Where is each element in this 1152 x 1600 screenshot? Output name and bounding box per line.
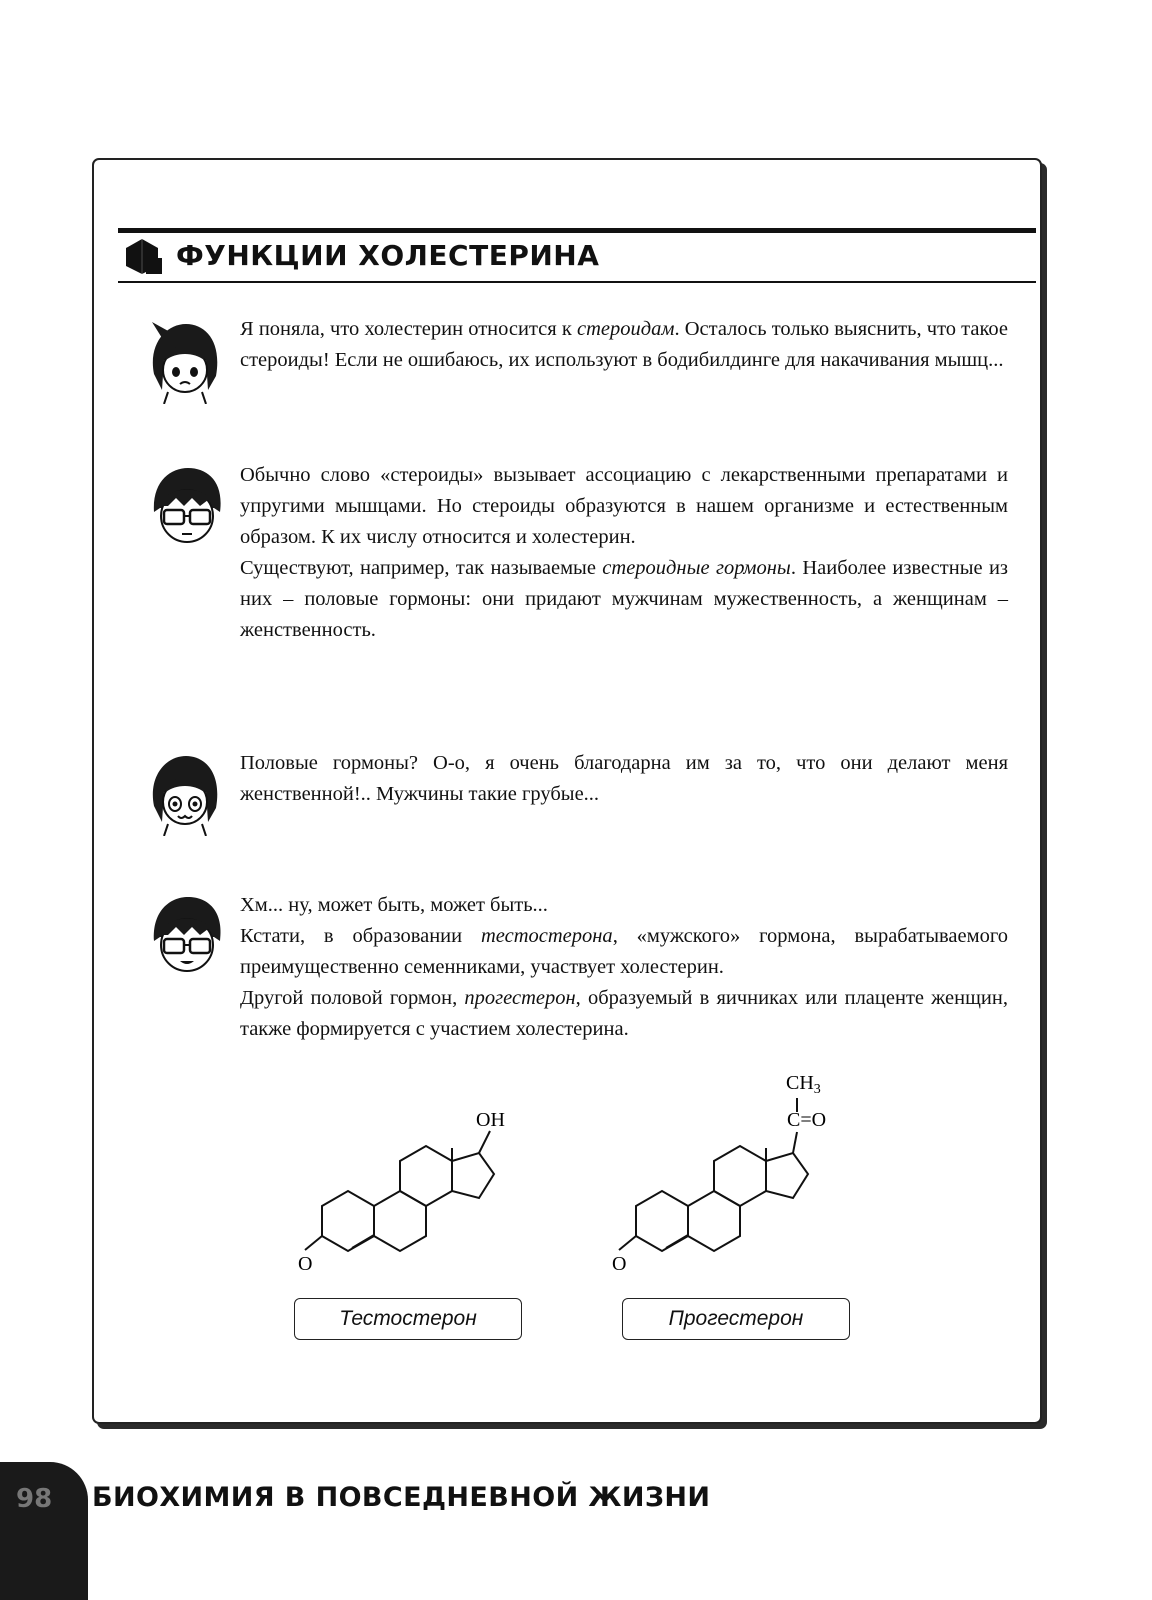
girl-avatar: [146, 752, 224, 836]
text-run: Я поняла, что холестерин относится к: [240, 318, 577, 340]
emphasized-term: стероидные гормоны: [602, 557, 791, 579]
dialogue-text: [240, 460, 1008, 646]
dialogue-line: [240, 921, 1008, 983]
text-run: Половые гормоны? О-о, я очень благодарна им за то, что они делают меня женственной!.. Мужчины такие грубые...: [240, 752, 1008, 805]
testosterone-structure: [280, 1102, 530, 1286]
text-run: Хм... ну, может быть, может быть...: [240, 894, 548, 916]
section-rule-bottom: [118, 281, 1036, 283]
keto-oxygen-label: O: [612, 1253, 627, 1275]
emphasized-term: стероидам: [576, 318, 675, 340]
methyl-label: $CH_3$: [786, 1072, 821, 1097]
testosterone-label: Тестостерон: [294, 1298, 522, 1340]
dialogue-line: [240, 748, 1008, 810]
dialogue-line: [240, 460, 1008, 553]
carbonyl-label: C=O: [787, 1109, 827, 1131]
emphasized-term: прогестерон: [464, 987, 576, 1009]
professor-avatar: [148, 466, 226, 550]
cube-icon: [122, 236, 164, 276]
dialogue-line: [240, 314, 1008, 376]
text-run: , образуемый в яичниках или плаценте женщин, также формируется с участием холестерина.: [240, 987, 1008, 1040]
progesterone-label: Прогестерон: [622, 1298, 850, 1340]
section-rule-top: [118, 228, 1036, 233]
professor-avatar: [148, 895, 226, 979]
dialogue-text: [240, 314, 1008, 376]
dialogue-line: [240, 983, 1008, 1045]
emphasized-term: тестостерона: [480, 925, 613, 947]
text-run: . Осталось только выяснить, что такое стероиды! Если не ошибаюсь, их используют в бодибилдинге для накачивания мышц...: [240, 318, 1008, 371]
section-title: ФУНКЦИИ ХОЛЕСТЕРИНА: [176, 239, 600, 272]
page-number: 98: [16, 1484, 53, 1514]
dialogue-text: [240, 748, 1008, 810]
dialogue-line: [240, 553, 1008, 646]
text-run: Существуют, например, так называемые: [240, 557, 603, 579]
chapter-title: БИОХИМИЯ В ПОВСЕДНЕВНОЙ ЖИЗНИ: [92, 1482, 711, 1513]
dialogue-text: [240, 890, 1008, 1045]
text-run: . Наиболее известные из них – половые гормоны: они придают мужчинам мужественность, а женщинам – женственность.: [240, 557, 1009, 641]
hydroxyl-label: OH: [476, 1109, 505, 1131]
text-run: , «мужского» гормона, вырабатываемого преимущественно семенниками, участвует холестерин.: [240, 925, 1008, 978]
dialogue-line: [240, 890, 1008, 921]
progesterone-structure: [594, 1064, 844, 1286]
girl-avatar: [146, 320, 224, 404]
text-run: Кстати, в образовании: [240, 925, 481, 947]
page-corner-tab: [0, 1462, 88, 1600]
text-run: Другой половой гормон,: [240, 987, 465, 1009]
keto-oxygen-label: O: [298, 1253, 313, 1275]
text-run: Обычно слово «стероиды» вызывает ассоциацию с лекарственными препаратами и упругими мышцами. Но стероиды образуются в нашем организме и естественным образом. К их числу относится и холестерин.: [240, 464, 1008, 548]
